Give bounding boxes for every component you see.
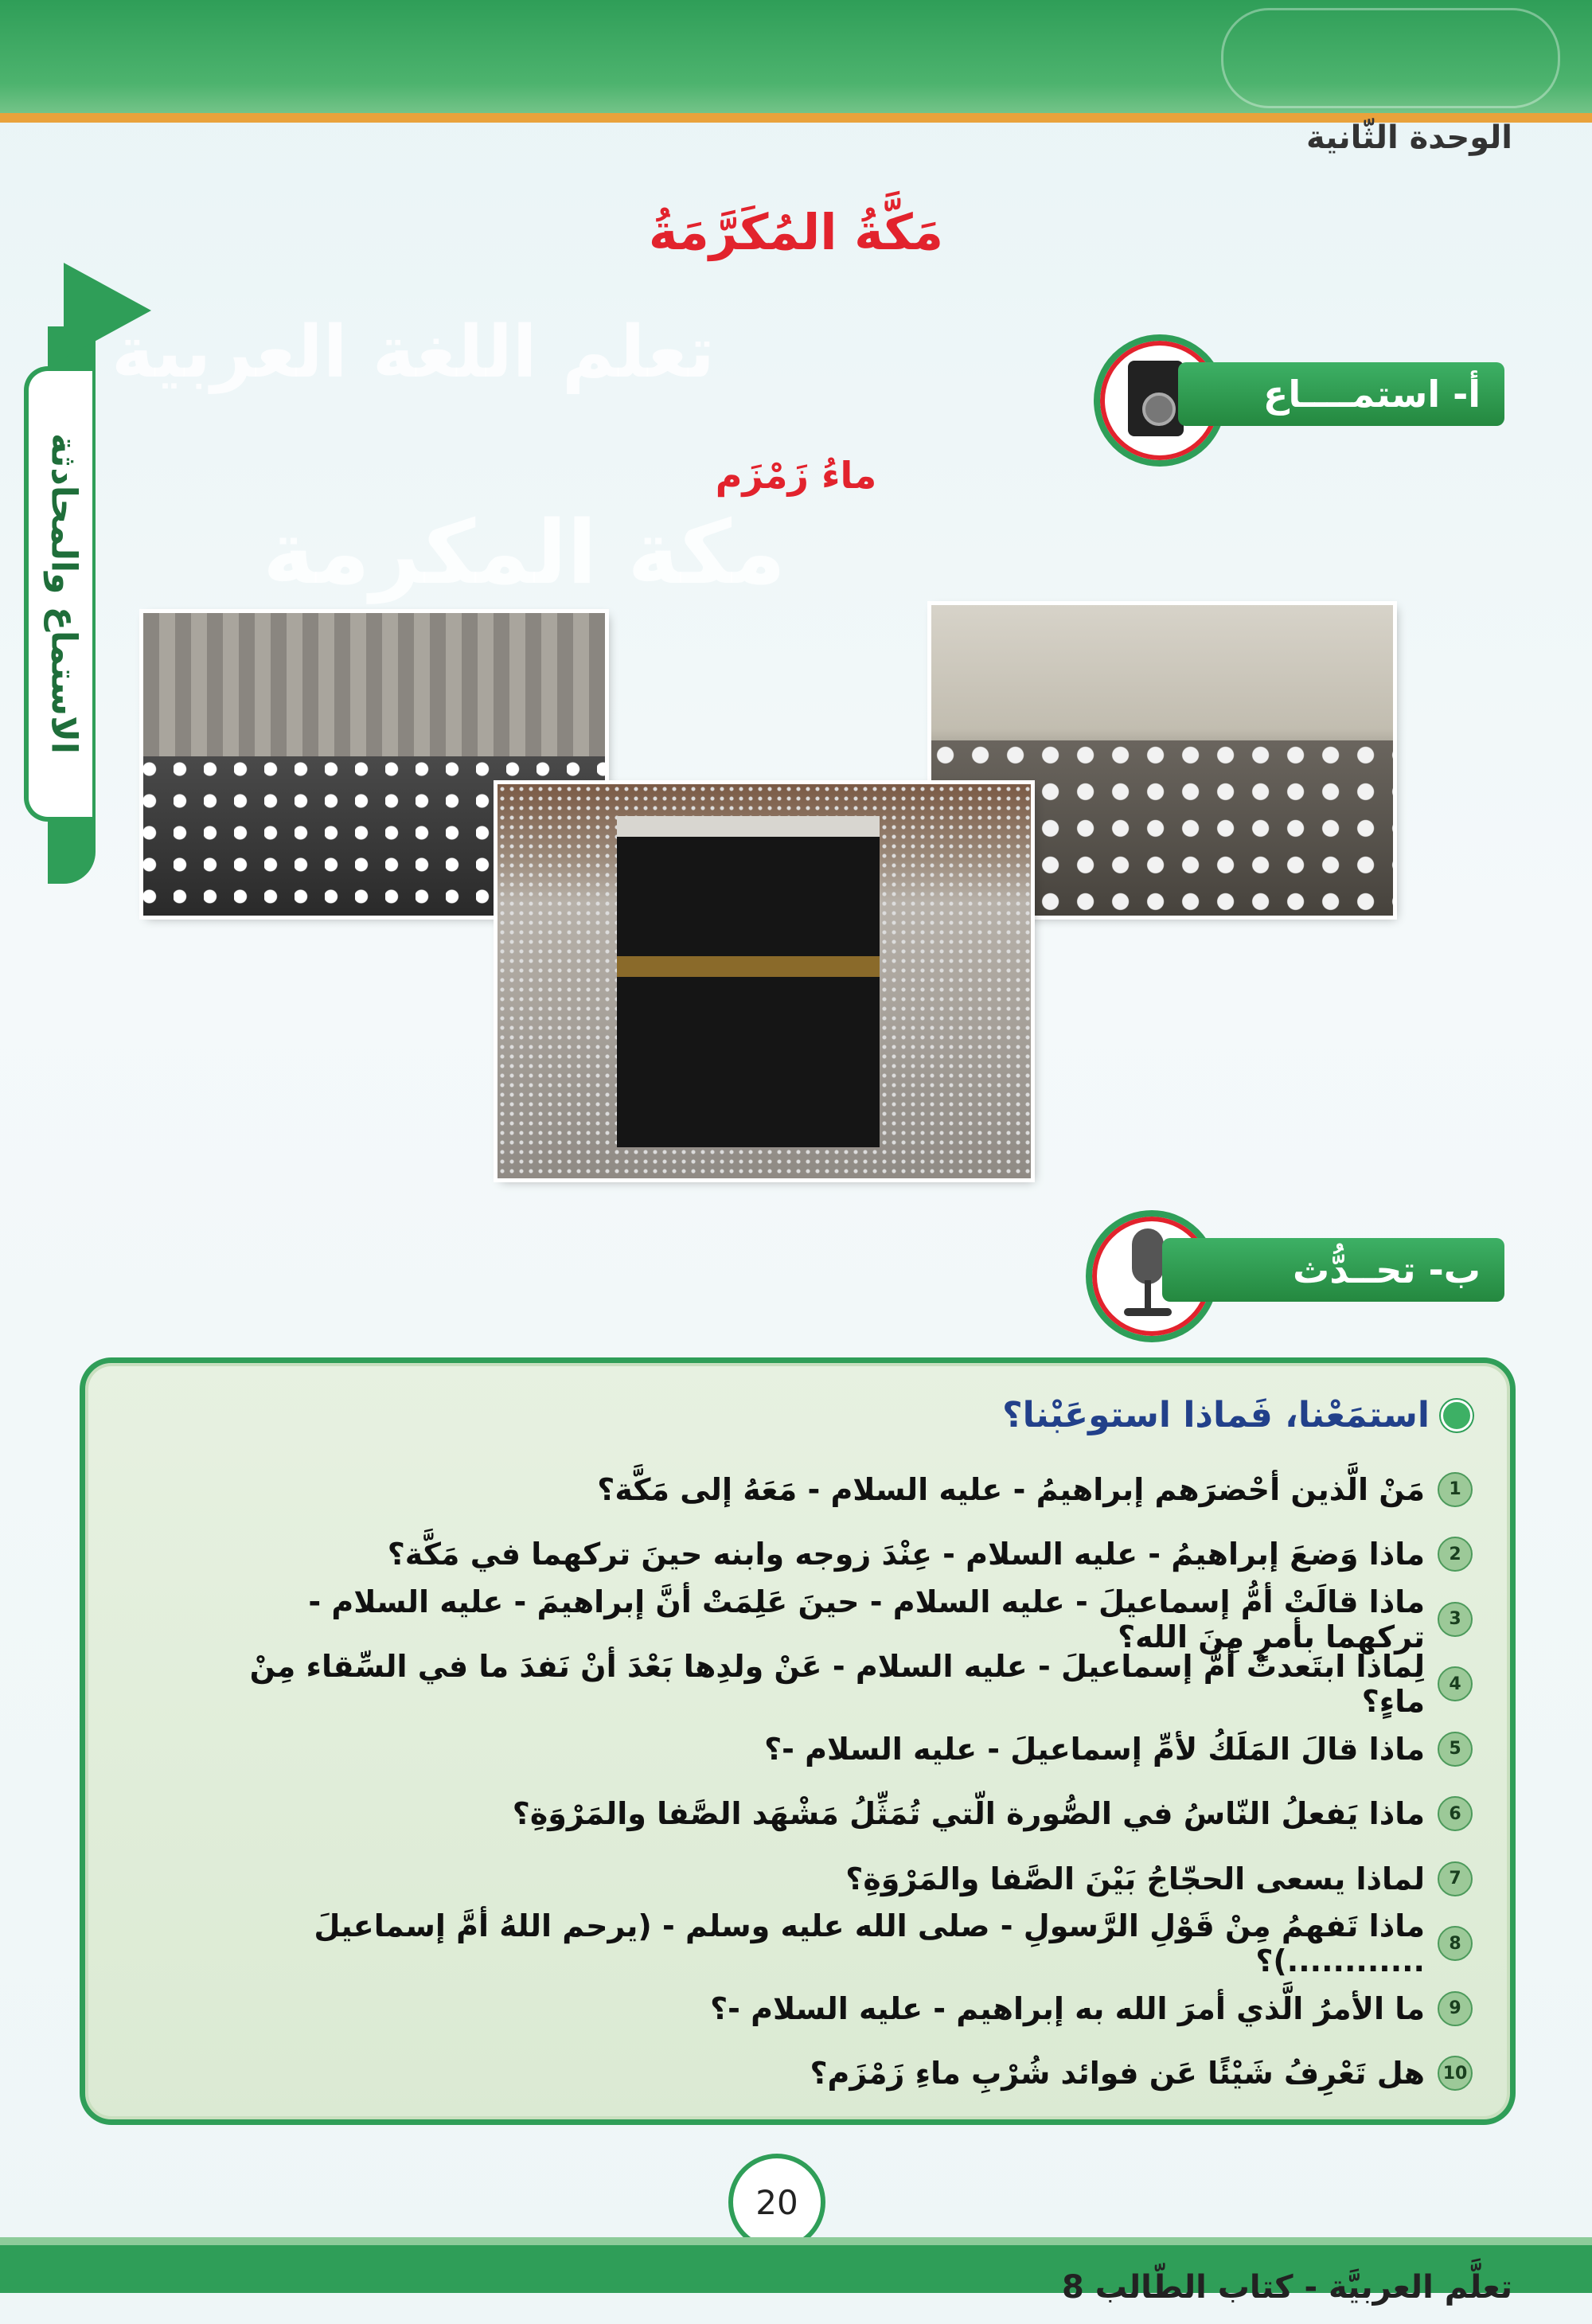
page-number: 20 xyxy=(728,2154,825,2251)
speaking-section-header: ب- تحــدُّث xyxy=(1162,1238,1504,1302)
question-number: 5 xyxy=(1438,1732,1473,1767)
listening-section-header: أ- استمــــاع xyxy=(1178,362,1504,426)
question-text: ماذا تَفهمُ مِنْ قَوْلِ الرَّسولِ - صلى الله عليه وسلم - (يرحم اللهُ أمَّ إسماعيلَ ............)؟ xyxy=(314,1908,1425,1979)
question-number: 8 xyxy=(1438,1926,1473,1961)
question-text: ماذا وَضعَ إبراهيمُ - عليه السلام - عِنْدَ زوجه وابنه حينَ تركهما في مَكَّة؟ xyxy=(387,1537,1425,1572)
bottom-stripe xyxy=(0,2237,1592,2245)
top-banner xyxy=(0,0,1592,119)
question-item xyxy=(199,1846,1473,1912)
question-item xyxy=(199,2041,1473,2107)
questions-prompt xyxy=(1002,1395,1473,1435)
question-item xyxy=(199,1908,1473,1979)
question-number: 1 xyxy=(1438,1472,1473,1507)
question-item xyxy=(199,1584,1473,1654)
question-number: 4 xyxy=(1438,1666,1473,1701)
questions-prompt-text: استمَعْنا، فَماذا استوعَبْنا؟ xyxy=(1002,1395,1430,1435)
question-text: ماذا يَفعلُ النّاسُ في الصُّورة الّتي تُمَثِّلُ مَشْهَد الصَّفا والمَرْوَةِ؟ xyxy=(512,1796,1425,1832)
question-number: 9 xyxy=(1438,1991,1473,2026)
decorative-swirl xyxy=(1221,8,1560,108)
question-text: لماذا يسعى الحجّاجُ بَيْنَ الصَّفا والمَرْوَةِ؟ xyxy=(845,1861,1425,1896)
bullet-icon xyxy=(1441,1400,1473,1432)
question-item xyxy=(199,1976,1473,2041)
question-text: هل تَعْرِفُ شَيْئًا عَن فوائد شُرْبِ ماءِ زَمْزَم؟ xyxy=(810,2056,1425,2092)
question-number: 7 xyxy=(1438,1861,1473,1896)
ghost-text: تعلم اللغة العربية xyxy=(111,311,715,394)
question-text: ما الأمرُ الَّذي أمرَ الله به إبراهيم - عليه السلام -؟ xyxy=(710,1990,1425,2026)
question-item xyxy=(199,1782,1473,1847)
listening-subtitle: ماءُ زَمْزَم xyxy=(715,454,877,497)
photo-kaaba xyxy=(498,784,1031,1178)
questions-list xyxy=(199,1457,1473,2106)
question-number: 3 xyxy=(1438,1602,1473,1637)
question-item xyxy=(199,1457,1473,1522)
side-arrow-icon xyxy=(64,263,151,358)
unit-label: الوحدة الثّانية xyxy=(1306,119,1512,156)
question-text: ماذا قالَتْ أمُّ إسماعيلَ - عليه السلام - حينَ عَلِمَتْ أنَّ إبراهيمَ - عليه السلام - تركهما بأمرٍ مِنَ الله؟ xyxy=(308,1584,1425,1654)
book-title: تعلَّم العربيَّة - كتاب الطّالب 8 xyxy=(1061,2269,1512,2306)
question-number: 6 xyxy=(1438,1796,1473,1831)
question-text: لِماذا ابتَعدتْ أمُّ إسماعيلَ - عليه السلام - عَنْ ولدِها بَعْدَ أنْ نَفدَ ما في السِّقاء مِنْ ماءٍ؟ xyxy=(249,1649,1425,1720)
kaaba-image xyxy=(617,816,880,1147)
question-item xyxy=(199,1522,1473,1588)
question-text: ماذا قالَ المَلَكُ لأمِّ إسماعيلَ - عليه السلام -؟ xyxy=(764,1731,1425,1767)
question-number: 10 xyxy=(1438,2056,1473,2091)
ghost-text: مكة المكرمة xyxy=(263,502,786,603)
question-text: مَنْ الَّذين أحْضرَهم إبراهيمُ - عليه السلام - مَعَهُ إلى مَكَّة؟ xyxy=(597,1471,1425,1507)
side-tab-label: الاستماع والمحادثة xyxy=(43,433,84,754)
question-item xyxy=(199,1649,1473,1720)
question-item xyxy=(199,1717,1473,1782)
question-number: 2 xyxy=(1438,1537,1473,1572)
lesson-title: مَكَّةُ المُكَرَّمَةُ xyxy=(648,203,944,261)
